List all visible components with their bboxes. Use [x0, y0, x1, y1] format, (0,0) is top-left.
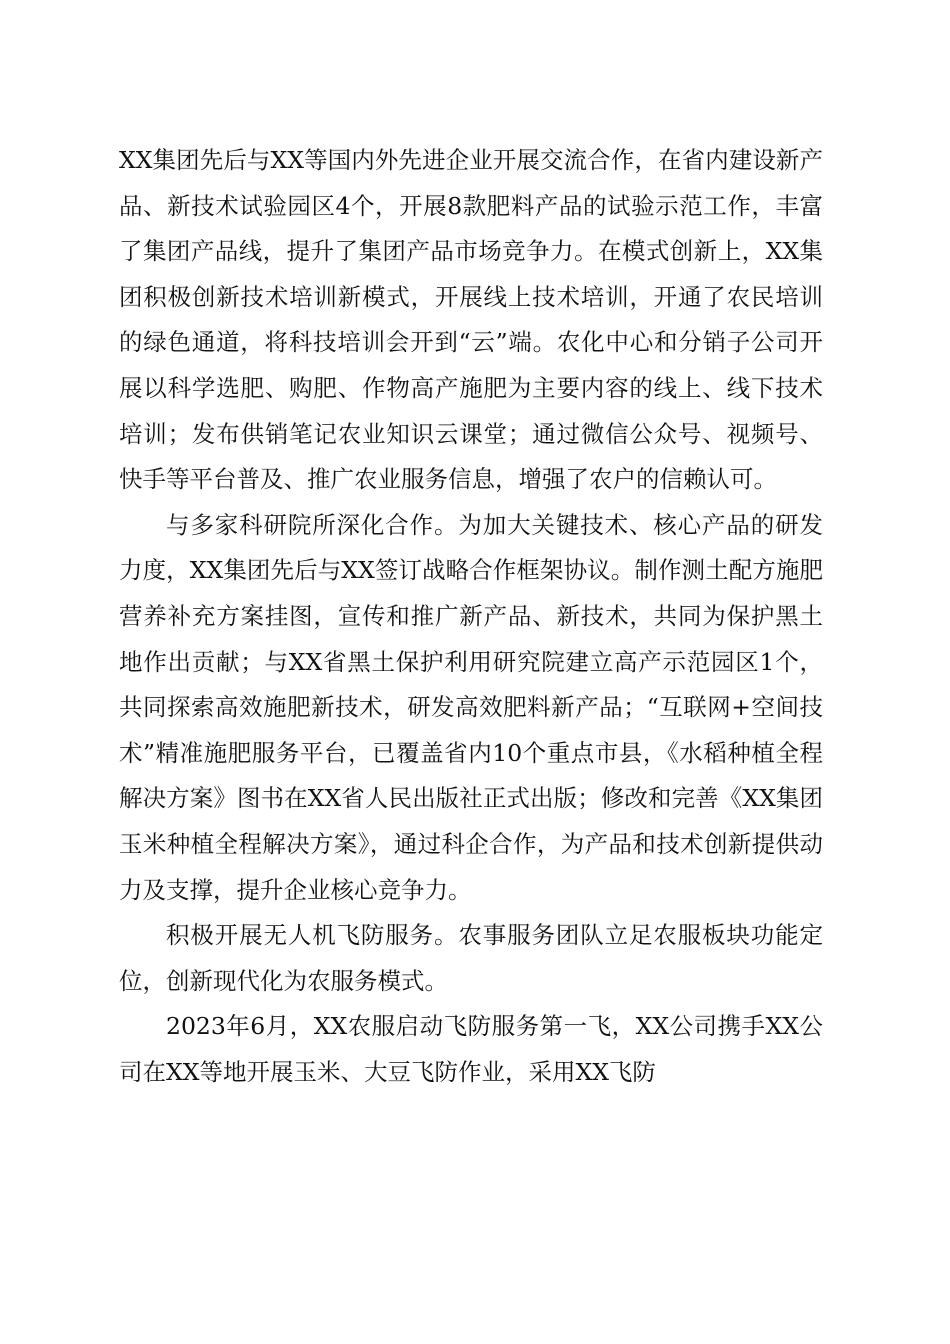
paragraph-1: XX集团先后与XX等国内外先进企业开展交流合作，在省内建设新产品、新技术试验园区4个，开展8款肥料产品的试验示范工作，丰富了集团产品线，提升了集团产品市场竞争力。在模式创新上，XX集团积极创新技术培训新模式，开展线上技术培训，开通了农民培训的绿色通道，将科技培训会开到“云”端。农化中心和分销子公司开展以科学选肥、购肥、作物高产施肥为主要内容的线上、线下技术培训；发布供销笔记农业知识云课堂；通过微信公众号、视频号、快手等平台普及、推广农业服务信息，增强了农户的信赖认可。: [119, 146, 823, 494]
paragraph-2: 与多家科研院所深化合作。为加大关键技术、核心产品的研发力度，XX集团先后与XX签订战略合作框架协议。制作测土配方施肥营养补充方案挂图，宣传和推广新产品、新技术，共同为保护黑土地作出贡献；与XX省黑土保护利用研究院建立高产示范园区1个，共同探索高效施肥新技术，研发高效肥料新产品；“互联网+空间技术”精准施肥服务平台，已覆盖省内10个重点市县，《水稻种植全程解决方案》图书在XX省人民出版社正式出版；修改和完善《XX集团玉米种植全程解决方案》，通过科企合作，为产品和技术创新提供动力及支撑，提升企业核心竞争力。: [119, 510, 823, 904]
paragraph-3: 积极开展无人机飞防服务。农事服务团队立足农服板块功能定位，创新现代化为农服务模式。: [119, 921, 823, 995]
document-body: [119, 138, 823, 1095]
paragraph-4: 2023年6月，XX农服启动飞防服务第一飞，XX公司携手XX公司在XX等地开展玉米、大豆飞防作业，采用XX飞防: [119, 1012, 823, 1086]
